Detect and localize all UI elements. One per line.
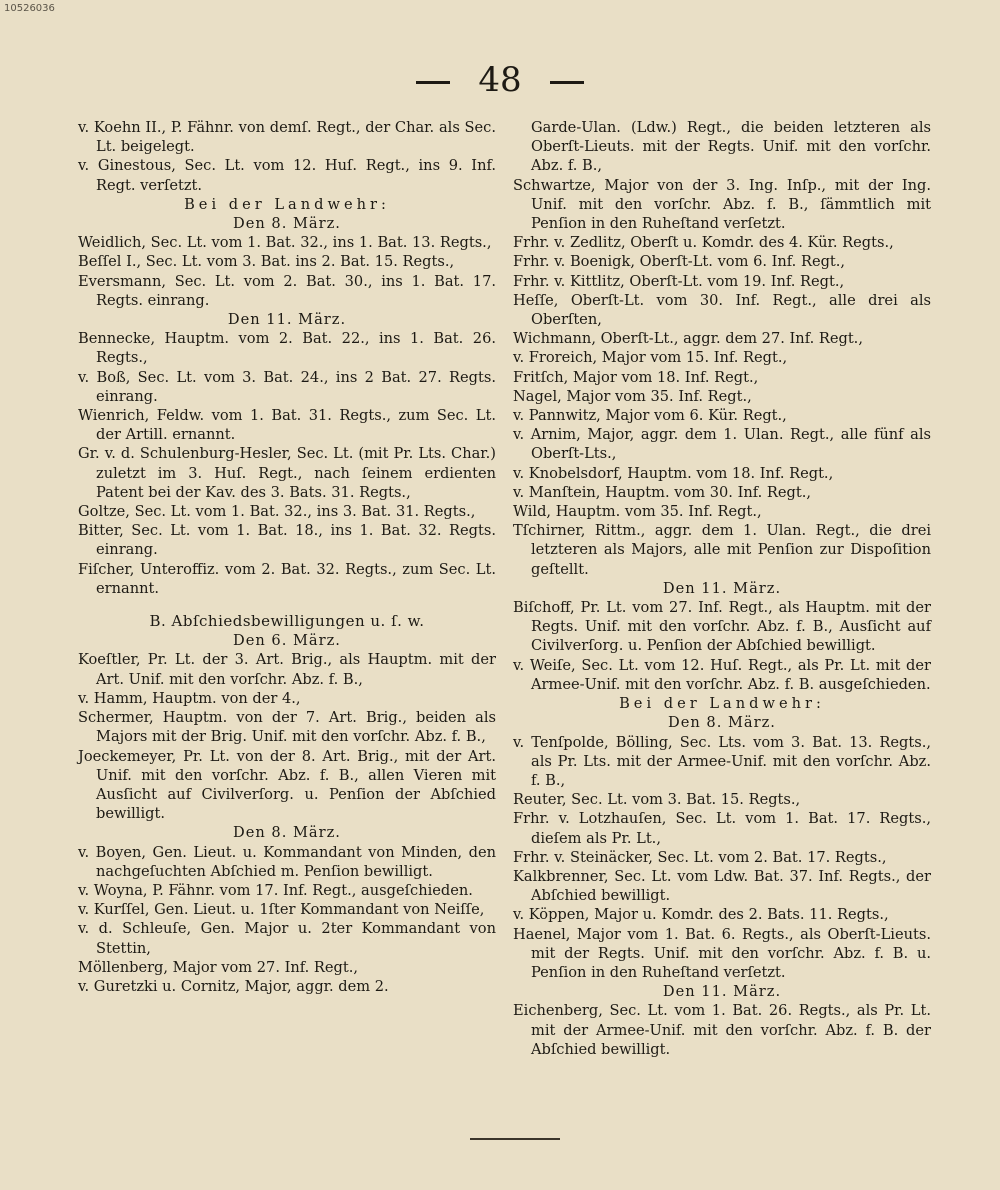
scan-id-label: 10526036 bbox=[4, 3, 55, 14]
left-column bbox=[78, 118, 496, 996]
list-entry: Schermer, Hauptm. von der 7. Art. Brig., beiden als Majors mit der Brig. Unif. mit den vorſchr. Abz. f. B., bbox=[78, 709, 496, 746]
list-entry: Biſchoff, Pr. Lt. vom 27. Inf. Regt., als Hauptm. mit der Regts. Unif. mit den vorſchr. Abz. f. B., Ausſicht auf Civilverſorg. u. Penſion der Abſchied bewilligt. bbox=[513, 599, 931, 655]
list-entry: Wichmann, Oberſt-Lt., aggr. dem 27. Inf. Regt., bbox=[513, 330, 863, 348]
section-subheading: Bei der Landwehr: bbox=[184, 195, 390, 213]
page-number: 48 bbox=[478, 60, 522, 100]
list-entry: Reuter, Sec. Lt. vom 3. Bat. 15. Regts., bbox=[513, 791, 801, 809]
list-entry: v. d. Schleuſe, Gen. Major u. 2ter Kommandant von Stettin, bbox=[78, 920, 496, 957]
list-entry: Beſſel I., Sec. Lt. vom 3. Bat. ins 2. Bat. 15. Regts., bbox=[78, 253, 455, 271]
list-entry: v. Boyen, Gen. Lieut. u. Kommandant von Minden, den nachgeſuchten Abſchied m. Penſion bewilligt. bbox=[78, 843, 496, 880]
list-entry: v. Hamm, Hauptm. von der 4., bbox=[78, 689, 301, 707]
list-entry: Eversmann, Sec. Lt. vom 2. Bat. 30., ins 1. Bat. 17. Regts. einrang. bbox=[78, 272, 496, 309]
list-entry: v. Köppen, Major u. Komdr. des 2. Bats. 11. Regts., bbox=[513, 906, 889, 924]
list-entry: v. Arnim, Major, aggr. dem 1. Ulan. Regt., alle fünf als Oberſt-Lts., bbox=[513, 426, 931, 463]
list-entry: Frhr. v. Kittlitz, Oberſt-Lt. vom 19. Inf. Regt., bbox=[513, 272, 845, 290]
list-entry: Frhr. v. Boenigk, Oberſt-Lt. vom 6. Inf. Regt., bbox=[513, 253, 846, 271]
list-entry: Nagel, Major vom 35. Inf. Regt., bbox=[513, 387, 752, 405]
list-entry: Gr. v. d. Schulenburg-Hesler, Sec. Lt. (mit Pr. Lts. Char.) zuletzt im 3. Huſ. Regt., nach ſeinem erdienten Patent bei der Kav. des 3. Bats. 31. Regts., bbox=[78, 445, 496, 501]
list-entry: Möllenberg, Major vom 27. Inf. Regt., bbox=[78, 958, 359, 976]
list-entry: Bitter, Sec. Lt. vom 1. Bat. 18., ins 1. Bat. 32. Regts. einrang. bbox=[78, 522, 496, 559]
page-header bbox=[0, 60, 1000, 100]
list-entry: Frhr. v. Lotzhauſen, Sec. Lt. vom 1. Bat. 17. Regts., dieſem als Pr. Lt., bbox=[513, 810, 931, 847]
list-entry: Schwartze, Major von der 3. Ing. Inſp., mit der Ing. Unif. mit den vorſchr. Abz. f. B., ſämmtlich mit Penſion in den Ruheſtand verſetzt. bbox=[513, 176, 931, 233]
list-entry: Frhr. v. Zedlitz, Oberſt u. Komdr. des 4. Kür. Regts., bbox=[513, 234, 894, 252]
list-entry: Joeckemeyer, Pr. Lt. von der 8. Art. Brig., mit der Art. Unif. mit den vorſchr. Abz. f. B., allen Vieren mit Ausſicht auf Civilverſorg. u. Penſion der Abſchied bewilligt. bbox=[78, 747, 496, 823]
list-entry: v. Koehn II., P. Fähnr. von demſ. Regt., der Char. als Sec. Lt. beigelegt. bbox=[78, 119, 496, 156]
date-heading: Den 11. März. bbox=[662, 579, 782, 597]
right-column bbox=[513, 118, 931, 1059]
date-heading: Den 8. März. bbox=[233, 215, 341, 233]
list-entry: v. Weiſe, Sec. Lt. vom 12. Huſ. Regt., als Pr. Lt. mit der Armee-Unif. mit den vorſchr. Abz. f. B. ausgeſchieden. bbox=[513, 656, 931, 693]
footer-rule bbox=[470, 1138, 560, 1140]
list-entry: v. Froreich, Major vom 15. Inf. Regt., bbox=[513, 349, 788, 367]
section-subheading: Bei der Landwehr: bbox=[619, 695, 825, 713]
date-heading: Den 8. März. bbox=[233, 824, 341, 842]
list-entry: Wild, Hauptm. vom 35. Inf. Regt., bbox=[513, 503, 762, 521]
list-entry: v. Kurſſel, Gen. Lieut. u. 1ſter Kommandant von Neiſſe, bbox=[78, 901, 485, 919]
date-heading: Den 11. März. bbox=[662, 983, 782, 1001]
list-entry: v. Knobelsdorf, Hauptm. vom 18. Inf. Regt., bbox=[513, 464, 834, 482]
list-entry: v. Woyna, P. Fähnr. vom 17. Inf. Regt., ausgeſchieden. bbox=[78, 881, 473, 899]
date-heading: Den 8. März. bbox=[668, 714, 776, 732]
section-heading: B. Abſchiedsbewilligungen u. ſ. w. bbox=[149, 612, 425, 631]
list-entry: Fiſcher, Unteroffiz. vom 2. Bat. 32. Regts., zum Sec. Lt. ernannt. bbox=[78, 560, 496, 597]
list-entry: Bennecke, Hauptm. vom 2. Bat. 22., ins 1. Bat. 26. Regts., bbox=[78, 330, 496, 367]
list-entry: v. Boß, Sec. Lt. vom 3. Bat. 24., ins 2 Bat. 27. Regts. einrang. bbox=[78, 368, 496, 405]
list-entry: Frhr. v. Steinäcker, Sec. Lt. vom 2. Bat. 17. Regts., bbox=[513, 848, 887, 866]
date-heading: Den 11. März. bbox=[227, 311, 347, 329]
list-entry: v. Manſtein, Hauptm. vom 30. Inf. Regt., bbox=[513, 483, 812, 501]
list-entry: v. Ginestous, Sec. Lt. vom 12. Huſ. Regt., ins 9. Inf. Regt. verſetzt. bbox=[78, 157, 496, 194]
list-entry: Haenel, Major vom 1. Bat. 6. Regts., als Oberſt-Lieuts. mit der Regts. Unif. mit den vorſchr. Abz. f. B. u. Penſion in den Ruheſtand verſetzt. bbox=[513, 925, 931, 981]
list-entry: Kalkbrenner, Sec. Lt. vom Ldw. Bat. 37. Inf. Regts., der Abſchied bewilligt. bbox=[513, 867, 931, 905]
list-entry: Fritſch, Major vom 18. Inf. Regt., bbox=[513, 368, 759, 386]
list-entry: Goltze, Sec. Lt. vom 1. Bat. 32., ins 3. Bat. 31. Regts., bbox=[78, 503, 476, 521]
date-heading: Den 6. März. bbox=[233, 632, 341, 650]
list-entry: v. Guretzki u. Cornitz, Major, aggr. dem 2. bbox=[78, 977, 389, 995]
header-dash-left bbox=[416, 81, 450, 84]
list-entry: Koeſtler, Pr. Lt. der 3. Art. Brig., als Hauptm. mit der Art. Unif. mit den vorſchr. Abz. f. B., bbox=[78, 651, 496, 688]
list-entry: Tſchirner, Rittm., aggr. dem 1. Ulan. Regt., die drei letzteren als Majors, alle mit Penſion zur Dispoſition geſtellt. bbox=[513, 522, 931, 578]
list-entry: v. Pannwitz, Major vom 6. Kür. Regt., bbox=[513, 407, 787, 425]
list-entry: Weidlich, Sec. Lt. vom 1. Bat. 32., ins 1. Bat. 13. Regts., bbox=[78, 234, 492, 252]
list-entry: v. Tenſpolde, Bölling, Sec. Lts. vom 3. Bat. 13. Regts., als Pr. Lts. mit der Armee-Unif. mit den vorſchr. Abz. f. B., bbox=[513, 733, 931, 789]
list-entry: Wienrich, Feldw. vom 1. Bat. 31. Regts., zum Sec. Lt. der Artill. ernannt. bbox=[78, 407, 496, 444]
list-entry: Heſſe, Oberſt-Lt. vom 30. Inf. Regt., alle drei als Oberſten, bbox=[513, 291, 931, 329]
list-entry: Garde-Ulan. (Ldw.) Regt., die beiden letzteren als Oberſt-Lieuts. mit der Regts. Unif. mit den vorſchr. Abz. f. B., bbox=[531, 119, 931, 175]
list-entry: Eichenberg, Sec. Lt. vom 1. Bat. 26. Regts., als Pr. Lt. mit der Armee-Unif. mit den vorſchr. Abz. f. B. der Abſchied bewilligt. bbox=[513, 1002, 931, 1058]
header-dash-right bbox=[550, 81, 584, 84]
